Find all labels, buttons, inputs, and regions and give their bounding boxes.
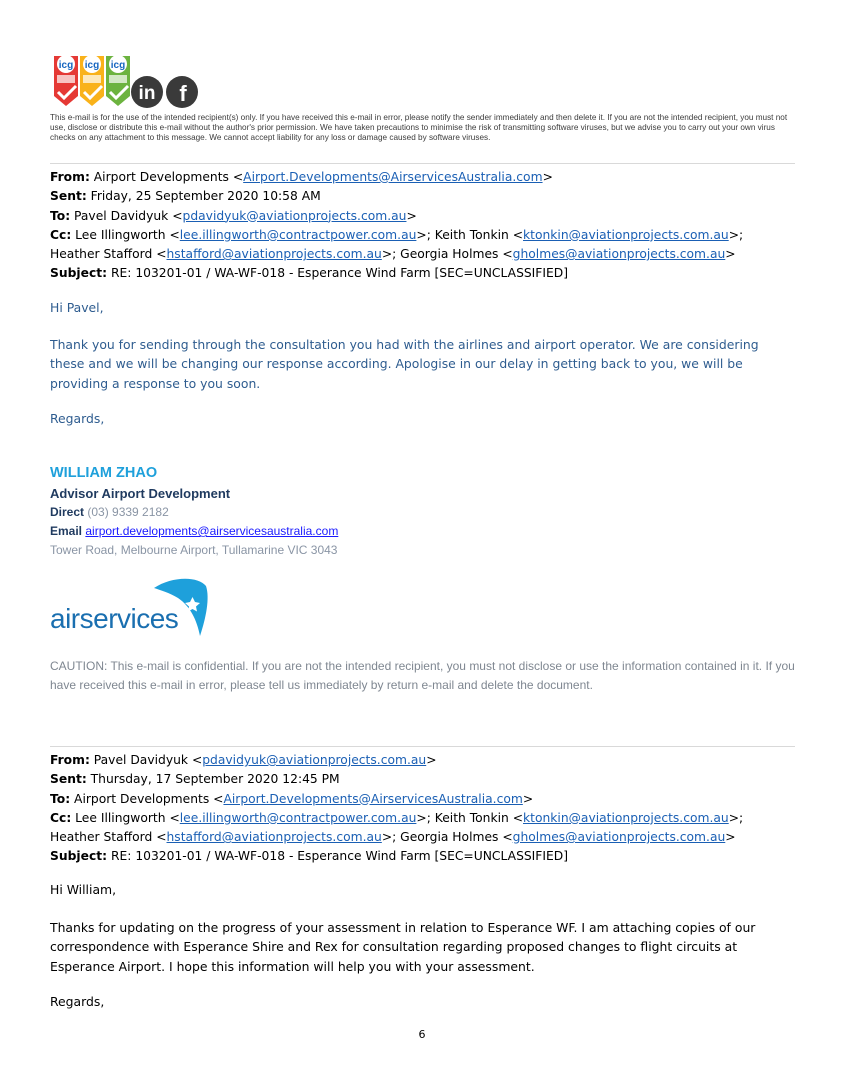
- sent-line: Sent: Friday, 25 September 2020 10:58 AM: [50, 189, 321, 204]
- from-line: From: Pavel Davidyuk <pdavidyuk@aviationprojects.com.au>: [50, 753, 437, 767]
- svg-text:in: in: [138, 83, 156, 104]
- email-header: [50, 168, 743, 284]
- cc-line: Cc: Lee Illingworth <lee.illingworth@contractpower.com.au>; Keith Tonkin <ktonkin@aviationprojects.com.au>;: [50, 227, 744, 242]
- from-email-link[interactable]: Airport.Developments@AirservicesAustralia.com: [243, 170, 543, 184]
- icg-badge-icon: [106, 55, 130, 106]
- cc-email-link[interactable]: hstafford@aviationprojects.com.au: [166, 830, 382, 845]
- cc-line-cont: Heather Stafford <hstafford@aviationprojects.com.au>; Georgia Holmes <gholmes@aviationprojects.com.au>: [50, 830, 736, 845]
- signoff: Regards,: [50, 994, 105, 1009]
- icg-badge-icon: [80, 55, 104, 106]
- linkedin-icon[interactable]: [131, 76, 163, 108]
- from-email-link[interactable]: pdavidyuk@aviationprojects.com.au: [202, 753, 427, 767]
- cc-email-link[interactable]: gholmes@aviationprojects.com.au: [512, 830, 726, 845]
- cc-email-link[interactable]: gholmes@aviationprojects.com.au: [512, 247, 726, 262]
- subject-line: Subject: RE: 103201-01 / WA-WF-018 - Esperance Wind Farm [SEC=UNCLASSIFIED]: [50, 266, 569, 281]
- signature-email-link[interactable]: airport.developments@airservicesaustralia.com: [85, 524, 339, 538]
- cc-line-cont: Heather Stafford <hstafford@aviationprojects.com.au>; Georgia Holmes <gholmes@aviationprojects.com.au>: [50, 247, 736, 262]
- cc-email-link[interactable]: ktonkin@aviationprojects.com.au: [523, 227, 729, 242]
- from-line: From: Airport Developments <Airport.Developments@AirservicesAustralia.com>: [50, 170, 553, 184]
- svg-text:icg: icg: [58, 60, 74, 71]
- email-header: [50, 751, 743, 867]
- cc-email-link[interactable]: hstafford@aviationprojects.com.au: [166, 247, 382, 262]
- divider: [50, 163, 795, 164]
- cc-email-link[interactable]: ktonkin@aviationprojects.com.au: [523, 810, 729, 825]
- signoff: Regards,: [50, 411, 105, 426]
- svg-text:f: f: [179, 81, 187, 106]
- email-body: Thank you for sending through the consultation you had with the airlines and airport operator. We are considering these and we will be changing our response according. Apologise in our delay in getting back to you, we will be providing a response to you soon.: [50, 337, 759, 391]
- to-email-link[interactable]: Airport.Developments@AirservicesAustralia.com: [223, 791, 523, 806]
- greeting: Hi Pavel,: [50, 300, 104, 315]
- cc-email-link[interactable]: lee.illingworth@contractpower.com.au: [179, 810, 417, 825]
- cc-line: Cc: Lee Illingworth <lee.illingworth@contractpower.com.au>; Keith Tonkin <ktonkin@aviationprojects.com.au>;: [50, 810, 744, 825]
- cc-email-link[interactable]: lee.illingworth@contractpower.com.au: [179, 227, 417, 242]
- email-body: Thanks for updating on the progress of your assessment in relation to Esperance WF. I am attaching copies of our correspondence with Esperance Shire and Rex for consultation regarding proposed changes to flight circuits at Esperance Airport. I hope this information will help you with your assessment.: [50, 920, 756, 974]
- to-email-link[interactable]: pdavidyuk@aviationprojects.com.au: [182, 208, 407, 223]
- divider: [50, 746, 795, 747]
- signature-title: Advisor Airport Development: [50, 486, 231, 501]
- page-number: 6: [418, 1028, 426, 1041]
- logo-strip: [52, 52, 202, 110]
- sent-line: Sent: Thursday, 17 September 2020 12:45 PM: [50, 772, 340, 787]
- svg-text:icg: icg: [84, 60, 100, 71]
- caution-notice: CAUTION: This e-mail is confidential. If you are not the intended recipient, you must not disclose or use the information contained in it. If you have received this e-mail in error, please tell us immediately by return e-mail and delete the document.: [50, 659, 795, 692]
- email-disclaimer: This e-mail is for the use of the intended recipient(s) only. If you have received this e-mail in error, please notify the sender immediately and then delete it. If you are not the intended recipient, you must not use, disclose or distribute this e-mail without the author's prior permission. We have taken precautions to minimise the risk of transmitting software viruses, but we advise you to carry out your own virus checks on any attachment to this message. We cannot accept liability for any loss or damage caused by software viruses.: [50, 113, 788, 143]
- signature-name: WILLIAM ZHAO: [50, 465, 158, 481]
- icg-badge-icon: [54, 55, 78, 106]
- signature-address: Tower Road, Melbourne Airport, Tullamarine VIC 3043: [50, 543, 338, 557]
- signature-direct: Direct (03) 9339 2182: [50, 505, 169, 519]
- subject-line: Subject: RE: 103201-01 / WA-WF-018 - Esperance Wind Farm [SEC=UNCLASSIFIED]: [50, 849, 569, 864]
- to-line: To: Airport Developments <Airport.Developments@AirservicesAustralia.com>: [50, 791, 534, 806]
- svg-text:icg: icg: [110, 60, 126, 71]
- greeting: Hi William,: [50, 882, 117, 897]
- facebook-icon[interactable]: [166, 76, 198, 108]
- signature-email: Email airport.developments@airservicesaustralia.com: [50, 524, 339, 538]
- airservices-logo: [50, 576, 210, 640]
- svg-text:airservices: airservices: [50, 603, 179, 634]
- to-line: To: Pavel Davidyuk <pdavidyuk@aviationprojects.com.au>: [50, 208, 417, 223]
